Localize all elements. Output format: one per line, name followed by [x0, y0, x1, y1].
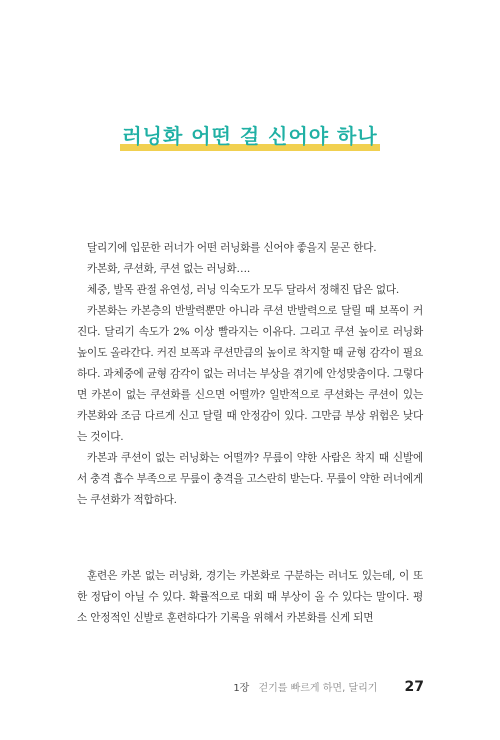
page-number: 27	[404, 679, 424, 695]
paragraph: 카본화는 카본층의 반발력뿐만 아니라 쿠션 반발력으로 달릴 때 보폭이 커진다. 달리기 속도가 2% 이상 빨라지는 이유다. 그리고 쿠션 높이로 러닝화 높이도 올라간다. 커진 보폭과 쿠션만큼의 높이로 착지할 때 균형 감각이 필요하다. 과체중에 균형 감각이 없는 러너는 부상을 겪기에 안성맞춤이다. 그렇다면 카본이 없는 쿠션화를 신으면 어떨까? 일반적으로 쿠션화는 쿠션이 있는 카본화와 조금 다르게 신고 달릴 때 안정감이 있다. 그만큼 부상 위험은 낮다는 것이다.	[77, 305, 423, 443]
section-title-wrap	[0, 120, 500, 151]
paragraph: 카본화, 쿠션화, 쿠션 없는 러닝화….	[87, 263, 251, 275]
paragraph: 달리기에 입문한 러너가 어떤 러닝화를 신어야 좋을지 묻곤 한다.	[87, 242, 377, 254]
body-text-top	[77, 238, 423, 511]
paragraph: 체중, 발목 관절 유연성, 러닝 익숙도가 모두 달라서 정해진 답은 없다.	[87, 284, 400, 296]
page-footer	[0, 676, 424, 695]
section-title: 러닝화 어떤 걸 신어야 하나	[120, 120, 379, 151]
paragraph: 훈련은 카본 없는 러닝화, 경기는 카본화로 구분하는 러너도 있는데, 이 또한 정답이 아닐 수 있다. 확률적으로 대회 때 부상이 올 수 있다는 말이다. 평소 안정적인 신발로 훈련하다가 기록을 위해서 카본화를 신게 되면	[77, 570, 423, 624]
paragraph: 카본과 쿠션이 없는 러닝화는 어떨까? 무릎이 약한 사람은 착지 때 신발에서 충격 흡수 부족으로 무릎이 충격을 고스란히 받는다. 무릎이 약한 러너에게는 쿠션화가 적합하다.	[77, 452, 423, 506]
body-text-bottom	[77, 566, 423, 629]
chapter-number: 1장	[233, 683, 250, 694]
chapter-title: 걷기를 빠르게 하면, 달리기	[258, 683, 378, 694]
